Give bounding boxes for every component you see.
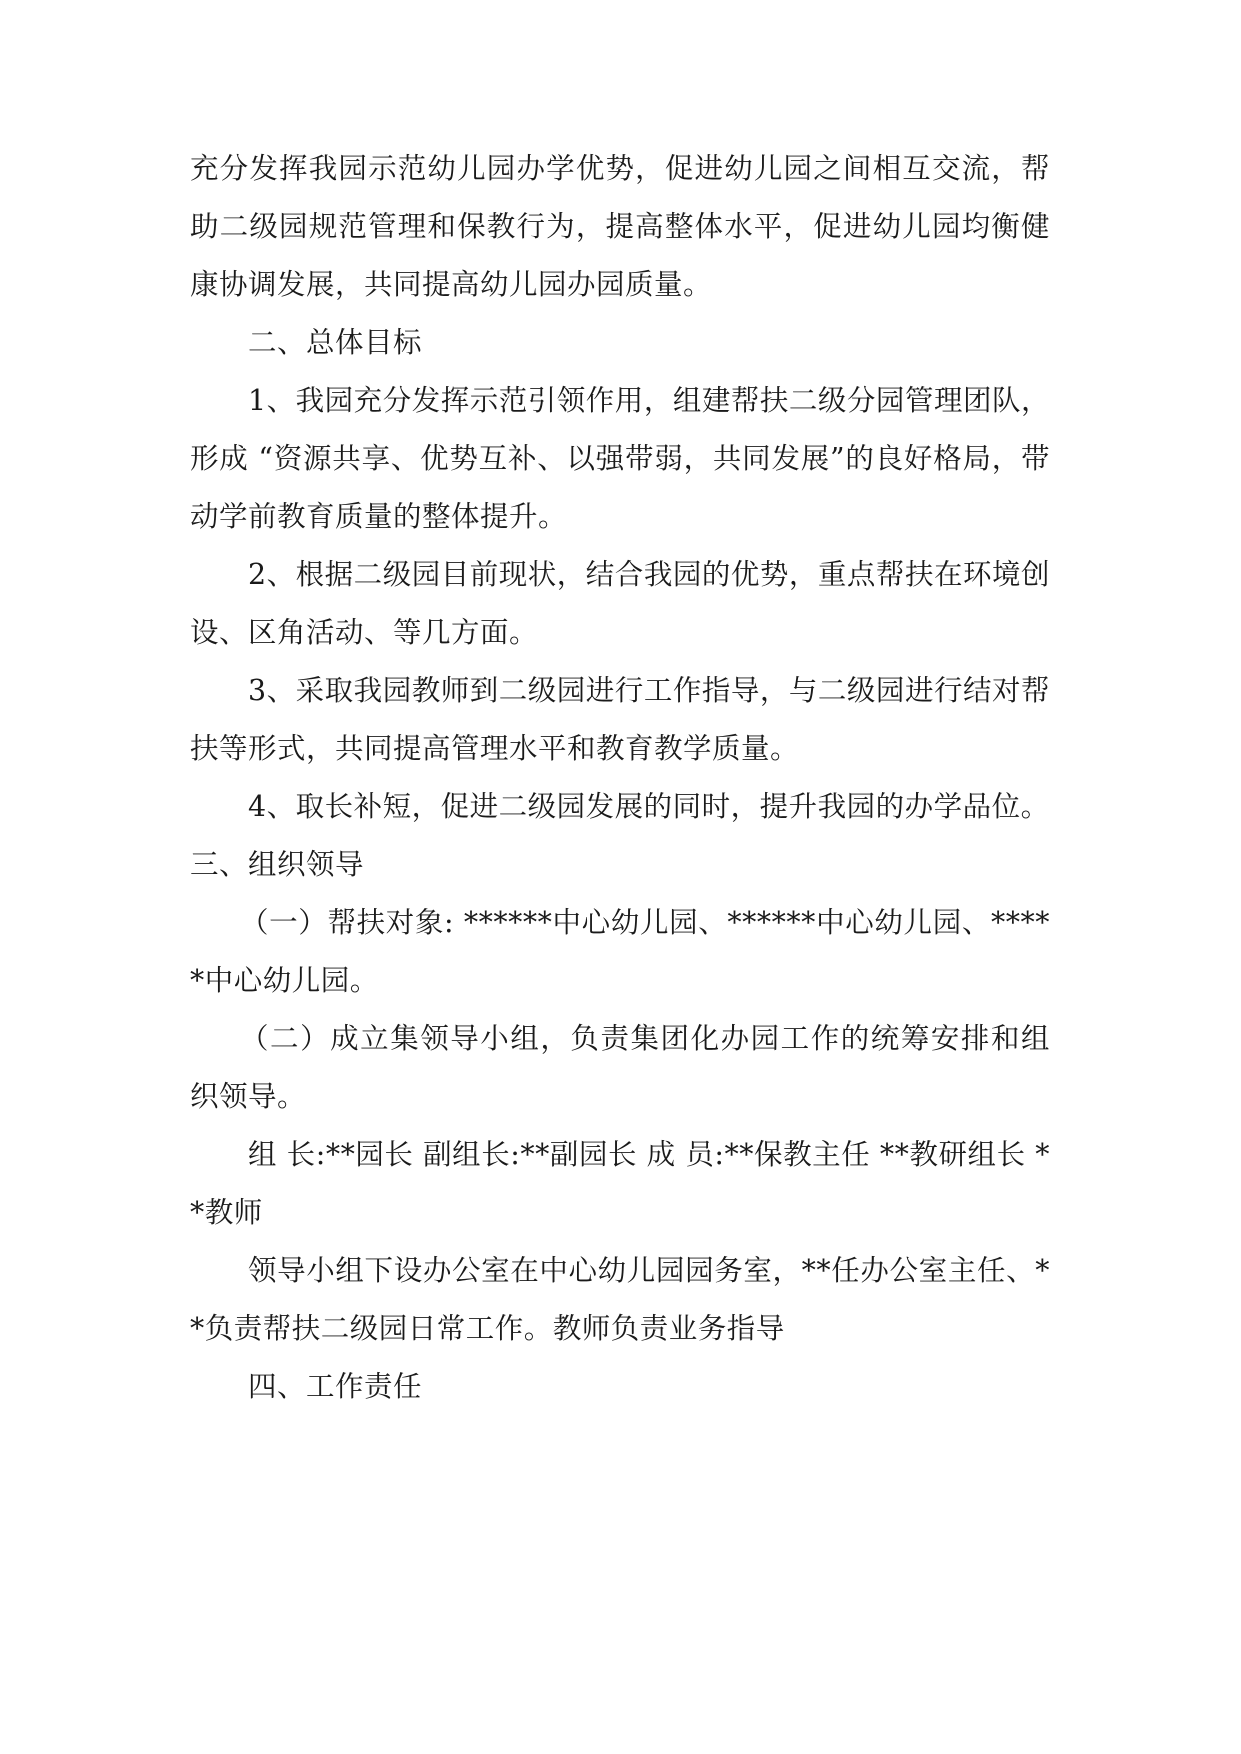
- heading-overall-goals: 二、总体目标: [248, 326, 423, 359]
- paragraph-goal-2: 2、根据二级园目前现状，结合我园的优势，重点帮扶在环境创设、区角活动、等几方面。: [190, 558, 1050, 649]
- paragraph-support-targets: （一）帮扶对象: ******中心幼儿园、******中心幼儿园、*****中心幼儿园。: [190, 906, 1050, 997]
- heading-work-responsibility: 四、工作责任: [248, 1370, 423, 1403]
- paragraph-group-members: 组 长:**园长 副组长:**副园长 成 员:**保教主任 **教研组长 **教师: [190, 1138, 1050, 1229]
- paragraph-goal-4: 4、取长补短，促进二级园发展的同时，提升我园的办学品位。: [248, 790, 1050, 823]
- paragraph-goal-1: 1、我园充分发挥示范引领作用，组建帮扶二级分园管理团队，形成 “资源共享、优势互补、以强带弱，共同发展”的良好格局，带动学前教育质量的整体提升。: [190, 384, 1050, 533]
- paragraph-office: 领导小组下设办公室在中心幼儿园园务室，**任办公室主任、**负责帮扶二级园日常工作。教师负责业务指导: [190, 1254, 1050, 1345]
- paragraph-leadership-group: （二）成立集领导小组，负责集团化办园工作的统筹安排和组织领导。: [190, 1022, 1050, 1113]
- heading-organization: 三、组织领导: [190, 848, 365, 881]
- paragraph-goal-3: 3、采取我园教师到二级园进行工作指导，与二级园进行结对帮扶等形式，共同提高管理水平和教育教学质量。: [190, 674, 1050, 765]
- paragraph-intro: 充分发挥我园示范幼儿园办学优势，促进幼儿园之间相互交流，帮助二级园规范管理和保教行为，提高整体水平，促进幼儿园均衡健康协调发展，共同提高幼儿园办园质量。: [190, 152, 1050, 301]
